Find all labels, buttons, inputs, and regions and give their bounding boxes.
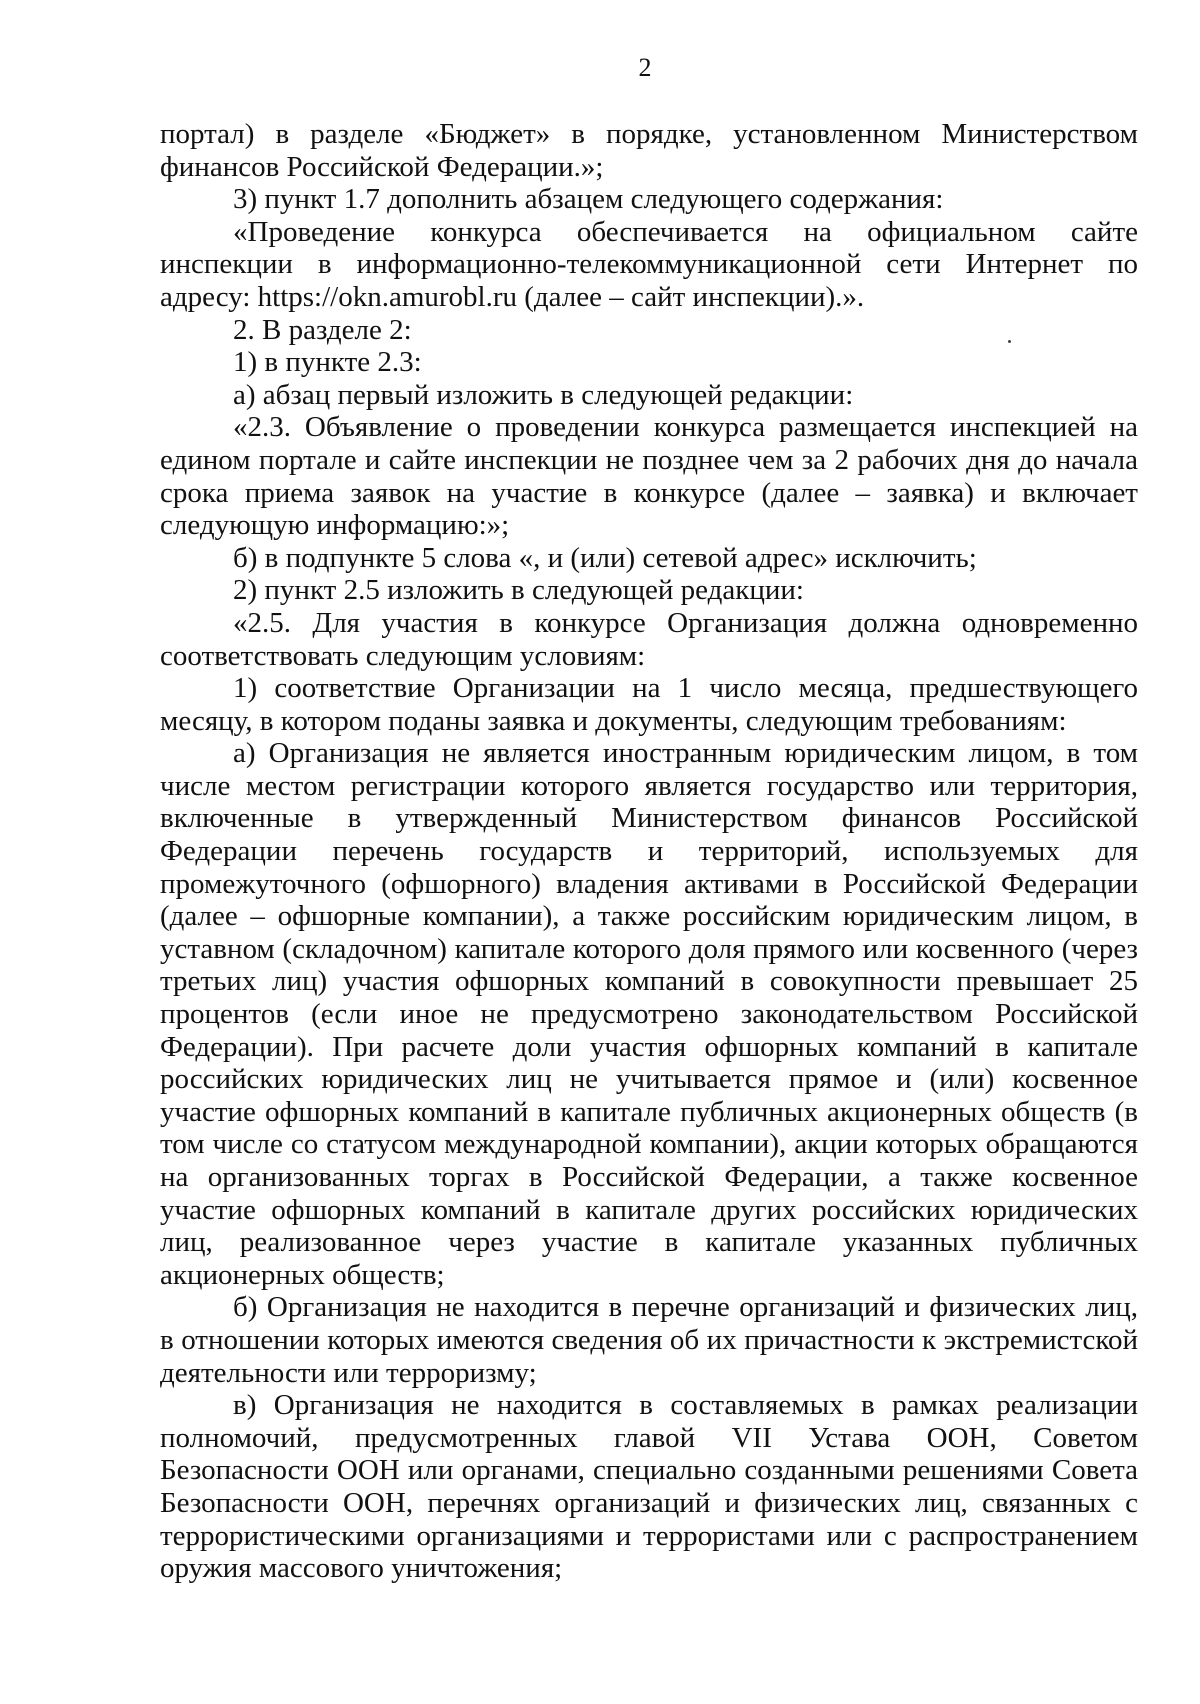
paragraph-4: 2. В разделе 2: bbox=[233, 313, 412, 346]
paragraph-8: б) в подпункте 5 слова «, и (или) сетевой адрес» исключить; bbox=[233, 541, 977, 574]
page-number: 2 bbox=[638, 53, 652, 82]
document-body bbox=[160, 118, 1138, 1585]
paragraph-10: «2.5. Для участия в конкурсе Организация должна одновременно соответствовать следующим условиям: bbox=[160, 606, 1138, 672]
paragraph-12: а) Организация не является иностранным юридическим лицом, в том числе местом регистрации которого является государство или территория, включенные в утвержденный Министерством финансов Российской Федерации перечень государств и территорий, используемых для промежуточного (офшорного) владения активами в Российской Федерации (далее – офшорные компании), а также российским юридическим лицом, в уставном (складочном) капитале которого доля прямого или косвенного (через третьих лиц) участия офшорных компаний в совокупности превышает 25 процентов (если иное не предусмотрено законодательством Российской Федерации). При расчете доли участия офшорных компаний в капитале российских юридических лиц не учитывается прямое и (или) косвенное участие офшорных компаний в капитале публичных акционерных обществ (в том числе со статусом международной компании), акции которых обращаются на организованных торгах в Российской Федерации, а также косвенное участие офшорных компаний в капитале других российских юридических лиц, реализованное через участие в капитале указанных публичных акционерных обществ; bbox=[160, 737, 1138, 1291]
paragraph-13: б) Организация не находится в перечне организаций и физических лиц, в отношении которых имеются сведения об их причастности к экстремистской деятельности или терроризму; bbox=[160, 1291, 1138, 1389]
paragraph-11: 1) соответствие Организации на 1 число месяца, предшествующего месяцу, в котором поданы заявка и документы, следующим требованиям: bbox=[160, 672, 1138, 737]
paragraph-14: в) Организация не находится в составляемых в рамках реализации полномочий, предусмотренных главой VII Устава ООН, Советом Безопасности ООН или органами, специально созданными решениями Совета Безопасности ООН, перечнях организаций и физических лиц, связанных с террористическими организациями и террористами или с распространением оружия массового уничтожения; bbox=[160, 1389, 1138, 1585]
paragraph-2: 3) пункт 1.7 дополнить абзацем следующего содержания: bbox=[233, 183, 944, 216]
paragraph-1: портал) в разделе «Бюджет» в порядке, установленном Министерством финансов Российской Федерации.»; bbox=[160, 118, 1138, 183]
paragraph-6: а) абзац первый изложить в следующей редакции: bbox=[233, 378, 854, 411]
paragraph-5: 1) в пункте 2.3: bbox=[233, 346, 422, 379]
paragraph-9: 2) пункт 2.5 изложить в следующей редакции: bbox=[233, 574, 804, 607]
paragraph-7: «2.3. Объявление о проведении конкурса размещается инспекцией на едином портале и сайте инспекции не позднее чем за 2 рабочих дня до начала срока приема заявок на участие в конкурсе (далее – заявка) и включает следующую информацию:»; bbox=[160, 411, 1138, 542]
paragraph-3: «Проведение конкурса обеспечивается на официальном сайте инспекции в информационно-телекоммуникационной сети Интернет по адресу: https://okn.amurobl.ru (далее – сайт инспекции).». bbox=[160, 215, 1138, 313]
